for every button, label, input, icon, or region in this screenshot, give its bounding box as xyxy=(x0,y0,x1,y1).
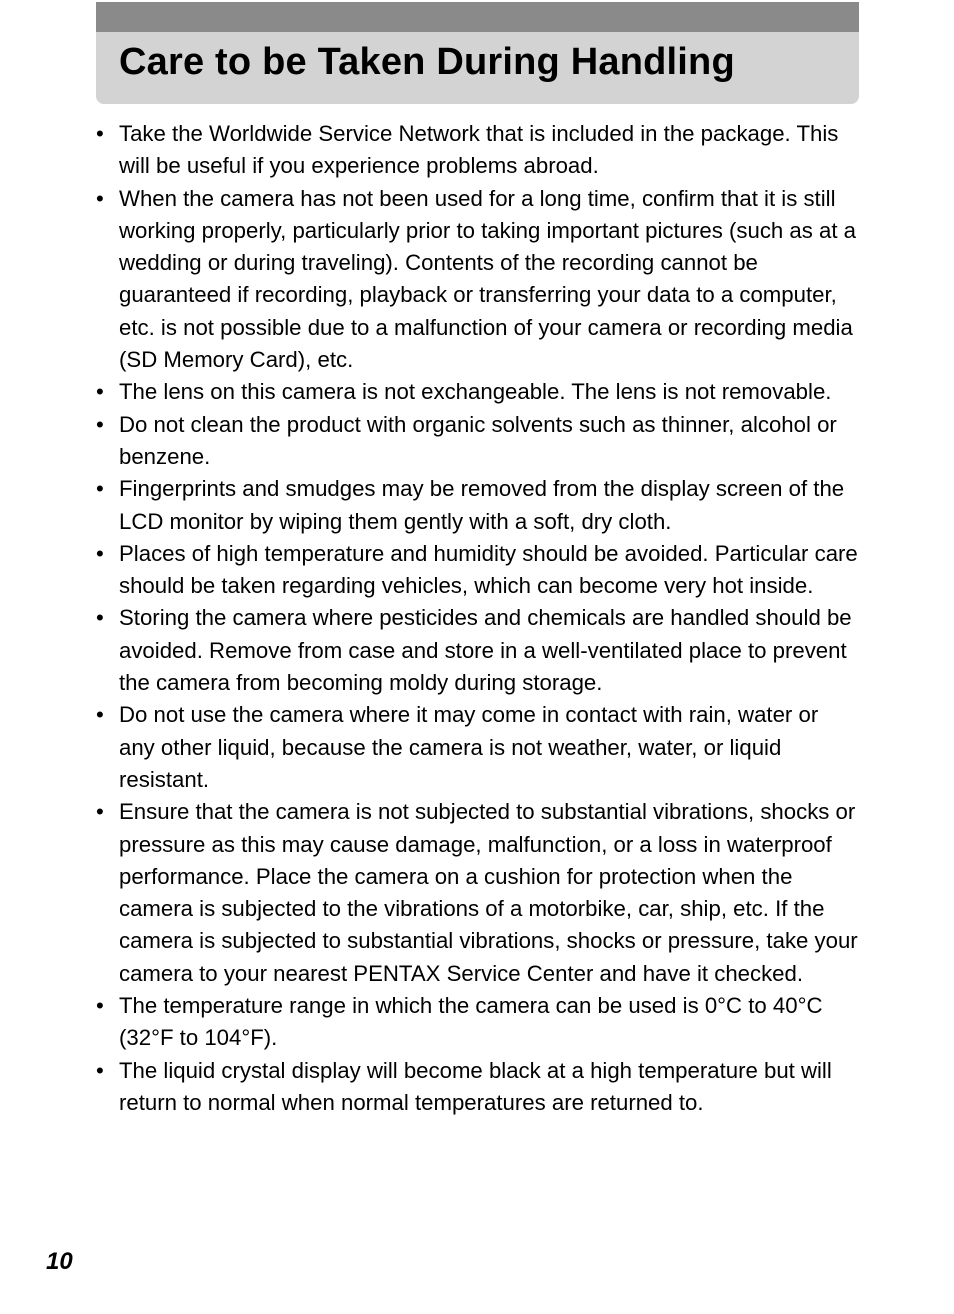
list-item-text: The lens on this camera is not exchangeable. The lens is not removable. xyxy=(119,379,832,405)
bullet-icon: • xyxy=(96,185,104,211)
bullet-icon: • xyxy=(96,605,104,631)
list-item-text: The liquid crystal display will become black at a high temperature but will return to normal when normal temperatures are returned to. xyxy=(119,1057,832,1115)
bullet-icon: • xyxy=(96,799,104,825)
list-item-text: Storing the camera where pesticides and chemicals are handled should be avoided. Remove from case and store in a well-ventilated place to prevent the camera from becoming moldy during storage. xyxy=(119,605,852,696)
list-item xyxy=(96,538,858,603)
list-item-text: Do not clean the product with organic solvents such as thinner, alcohol or benzene. xyxy=(119,411,837,469)
list-item-text: The temperature range in which the camera can be used is 0°C to 40°C (32°F to 104°F). xyxy=(119,993,823,1051)
page-title: Care to be Taken During Handling xyxy=(119,41,735,83)
list-item xyxy=(96,990,858,1055)
bullet-icon: • xyxy=(96,379,104,405)
list-item-text: Ensure that the camera is not subjected to substantial vibrations, shocks or pressure as this may cause damage, malfunction, or a loss in waterproof performance. Place the camera on a cushion for protection when the camera is subjected to the vibrations of a motorbike, car, ship, etc. If the camera is subjected to substantial vibrations, shocks or pressure, take your camera to your nearest PENTAX Service Center and have it checked. xyxy=(119,799,858,986)
list-item xyxy=(96,376,858,408)
list-item-text: Fingerprints and smudges may be removed from the display screen of the LCD monitor by wiping them gently with a soft, dry cloth. xyxy=(119,476,845,534)
list-item xyxy=(96,699,858,796)
title-header-bar xyxy=(96,2,859,32)
bullet-icon: • xyxy=(96,1057,104,1083)
list-item-text: Do not use the camera where it may come in contact with rain, water or any other liquid, because the camera is not weather, water, or liquid resistant. xyxy=(119,702,819,792)
list-item xyxy=(96,183,858,377)
bullet-icon: • xyxy=(96,411,104,437)
list-item xyxy=(96,1055,858,1120)
list-item xyxy=(96,473,858,538)
handling-precautions-list xyxy=(96,118,858,1119)
bullet-icon: • xyxy=(96,476,104,502)
section-title-box xyxy=(96,2,859,104)
bullet-icon: • xyxy=(96,702,104,728)
bullet-icon: • xyxy=(96,121,104,146)
list-item xyxy=(96,409,858,474)
page-number: 10 xyxy=(46,1248,73,1275)
content-area xyxy=(96,118,858,1119)
list-item xyxy=(96,118,858,183)
list-item-text: When the camera has not been used for a long time, confirm that it is still working properly, particularly prior to taking important pictures (such as at a wedding or during traveling). Contents of the recording cannot be guaranteed if recording, playback or transferring your data to a computer, etc. is not possible due to a malfunction of your camera or recording media (SD Memory Card), etc. xyxy=(119,185,857,373)
bullet-icon: • xyxy=(96,540,104,566)
list-item xyxy=(96,602,858,699)
bullet-icon: • xyxy=(96,993,104,1019)
list-item xyxy=(96,796,858,990)
list-item-text: Places of high temperature and humidity should be avoided. Particular care should be taken regarding vehicles, which can become very hot inside. xyxy=(119,540,858,599)
list-item-text: Take the Worldwide Service Network that is included in the package. This will be useful if you experience problems abroad. xyxy=(119,121,839,179)
